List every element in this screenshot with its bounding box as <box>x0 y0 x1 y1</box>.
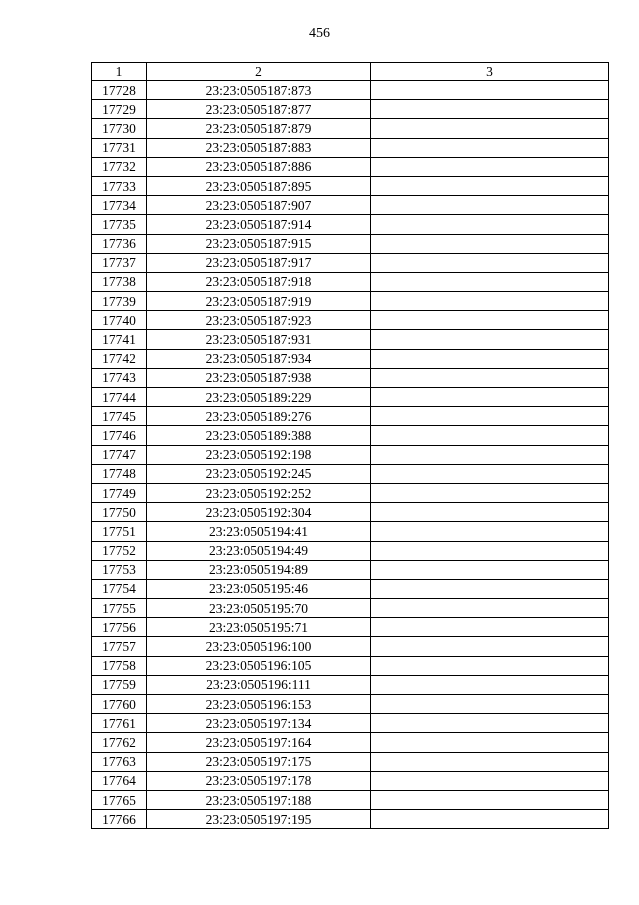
note-cell <box>371 483 609 502</box>
note-cell <box>371 253 609 272</box>
table-row <box>92 215 609 234</box>
cadastral-number-cell: 23:23:0505187:895 <box>147 176 371 195</box>
table-row <box>92 503 609 522</box>
table-row <box>92 790 609 809</box>
cadastral-number-cell: 23:23:0505187:883 <box>147 138 371 157</box>
row-number-cell: 17761 <box>92 714 147 733</box>
row-number-cell: 17752 <box>92 541 147 560</box>
cadastral-number-cell: 23:23:0505195:70 <box>147 599 371 618</box>
table-row <box>92 138 609 157</box>
row-number-cell: 17749 <box>92 483 147 502</box>
note-cell <box>371 215 609 234</box>
row-number-cell: 17765 <box>92 790 147 809</box>
table-row <box>92 637 609 656</box>
cadastral-number-cell: 23:23:0505196:153 <box>147 695 371 714</box>
row-number-cell: 17734 <box>92 196 147 215</box>
cadastral-number-cell: 23:23:0505187:931 <box>147 330 371 349</box>
cadastral-number-cell: 23:23:0505197:188 <box>147 790 371 809</box>
table-row <box>92 618 609 637</box>
table-row <box>92 272 609 291</box>
table-row <box>92 714 609 733</box>
cadastral-number-cell: 23:23:0505195:71 <box>147 618 371 637</box>
table-row <box>92 176 609 195</box>
table-row <box>92 522 609 541</box>
table-row <box>92 541 609 560</box>
row-number-cell: 17764 <box>92 771 147 790</box>
table-body <box>92 81 609 829</box>
row-number-cell: 17745 <box>92 407 147 426</box>
row-number-cell: 17753 <box>92 560 147 579</box>
cadastral-number-cell: 23:23:0505187:934 <box>147 349 371 368</box>
cadastral-number-cell: 23:23:0505187:923 <box>147 311 371 330</box>
table-row <box>92 810 609 829</box>
table-row <box>92 349 609 368</box>
note-cell <box>371 368 609 387</box>
row-number-cell: 17759 <box>92 675 147 694</box>
note-cell <box>371 675 609 694</box>
cadastral-number-cell: 23:23:0505194:89 <box>147 560 371 579</box>
row-number-cell: 17746 <box>92 426 147 445</box>
row-number-cell: 17756 <box>92 618 147 637</box>
row-number-cell: 17733 <box>92 176 147 195</box>
table-row <box>92 311 609 330</box>
table-row <box>92 752 609 771</box>
page-number: 456 <box>309 26 330 41</box>
note-cell <box>371 695 609 714</box>
note-cell <box>371 81 609 100</box>
note-cell <box>371 234 609 253</box>
note-cell <box>371 196 609 215</box>
row-number-cell: 17757 <box>92 637 147 656</box>
row-number-cell: 17731 <box>92 138 147 157</box>
note-cell <box>371 541 609 560</box>
row-number-cell: 17750 <box>92 503 147 522</box>
row-number-cell: 17729 <box>92 100 147 119</box>
column-header-3: 3 <box>371 63 609 81</box>
note-cell <box>371 714 609 733</box>
row-number-cell: 17760 <box>92 695 147 714</box>
note-cell <box>371 464 609 483</box>
cadastral-number-cell: 23:23:0505187:914 <box>147 215 371 234</box>
row-number-cell: 17743 <box>92 368 147 387</box>
table-row <box>92 330 609 349</box>
cadastral-number-cell: 23:23:0505194:41 <box>147 522 371 541</box>
table-row <box>92 368 609 387</box>
row-number-cell: 17754 <box>92 579 147 598</box>
row-number-cell: 17738 <box>92 272 147 291</box>
note-cell <box>371 349 609 368</box>
note-cell <box>371 503 609 522</box>
cadastral-number-cell: 23:23:0505189:229 <box>147 388 371 407</box>
note-cell <box>371 560 609 579</box>
cadastral-number-cell: 23:23:0505196:111 <box>147 675 371 694</box>
table-row <box>92 253 609 272</box>
table-row <box>92 560 609 579</box>
note-cell <box>371 445 609 464</box>
cadastral-number-cell: 23:23:0505187:918 <box>147 272 371 291</box>
cadastral-number-cell: 23:23:0505196:105 <box>147 656 371 675</box>
row-number-cell: 17735 <box>92 215 147 234</box>
row-number-cell: 17736 <box>92 234 147 253</box>
row-number-cell: 17742 <box>92 349 147 368</box>
table-row <box>92 656 609 675</box>
note-cell <box>371 138 609 157</box>
table-row <box>92 695 609 714</box>
cadastral-number-cell: 23:23:0505197:164 <box>147 733 371 752</box>
table-row <box>92 733 609 752</box>
note-cell <box>371 176 609 195</box>
table-row <box>92 196 609 215</box>
row-number-cell: 17730 <box>92 119 147 138</box>
row-number-cell: 17763 <box>92 752 147 771</box>
cadastral-number-cell: 23:23:0505197:178 <box>147 771 371 790</box>
note-cell <box>371 330 609 349</box>
note-cell <box>371 157 609 176</box>
table-row <box>92 119 609 138</box>
table-row <box>92 675 609 694</box>
note-cell <box>371 618 609 637</box>
table-row <box>92 599 609 618</box>
table-header <box>92 63 609 81</box>
table-row <box>92 771 609 790</box>
note-cell <box>371 790 609 809</box>
cadastral-number-cell: 23:23:0505197:134 <box>147 714 371 733</box>
cadastral-number-cell: 23:23:0505187:938 <box>147 368 371 387</box>
table-row <box>92 157 609 176</box>
cadastral-number-cell: 23:23:0505187:917 <box>147 253 371 272</box>
row-number-cell: 17747 <box>92 445 147 464</box>
cadastral-number-cell: 23:23:0505189:388 <box>147 426 371 445</box>
note-cell <box>371 426 609 445</box>
column-header-2: 2 <box>147 63 371 81</box>
note-cell <box>371 311 609 330</box>
cadastral-number-cell: 23:23:0505187:886 <box>147 157 371 176</box>
cadastral-number-cell: 23:23:0505187:877 <box>147 100 371 119</box>
cadastral-number-cell: 23:23:0505196:100 <box>147 637 371 656</box>
table-row <box>92 464 609 483</box>
row-number-cell: 17737 <box>92 253 147 272</box>
table-row <box>92 445 609 464</box>
table-row <box>92 388 609 407</box>
cadastral-number-cell: 23:23:0505192:252 <box>147 483 371 502</box>
cadastral-number-cell: 23:23:0505192:198 <box>147 445 371 464</box>
note-cell <box>371 292 609 311</box>
row-number-cell: 17751 <box>92 522 147 541</box>
column-header-1: 1 <box>92 63 147 81</box>
cadastral-number-cell: 23:23:0505197:175 <box>147 752 371 771</box>
cadastral-number-cell: 23:23:0505192:245 <box>147 464 371 483</box>
note-cell <box>371 656 609 675</box>
note-cell <box>371 272 609 291</box>
row-number-cell: 17732 <box>92 157 147 176</box>
cadastral-number-cell: 23:23:0505189:276 <box>147 407 371 426</box>
cadastral-number-cell: 23:23:0505195:46 <box>147 579 371 598</box>
note-cell <box>371 522 609 541</box>
table-row <box>92 407 609 426</box>
cadastral-number-cell: 23:23:0505187:919 <box>147 292 371 311</box>
note-cell <box>371 119 609 138</box>
row-number-cell: 17741 <box>92 330 147 349</box>
row-number-cell: 17766 <box>92 810 147 829</box>
table-row <box>92 234 609 253</box>
table-row <box>92 292 609 311</box>
table-row <box>92 81 609 100</box>
note-cell <box>371 637 609 656</box>
cadastral-number-cell: 23:23:0505187:907 <box>147 196 371 215</box>
table-row <box>92 579 609 598</box>
header-row <box>92 63 609 81</box>
note-cell <box>371 752 609 771</box>
row-number-cell: 17755 <box>92 599 147 618</box>
row-number-cell: 17762 <box>92 733 147 752</box>
note-cell <box>371 100 609 119</box>
cadastral-number-cell: 23:23:0505187:873 <box>147 81 371 100</box>
cadastral-number-cell: 23:23:0505187:879 <box>147 119 371 138</box>
row-number-cell: 17748 <box>92 464 147 483</box>
table-row <box>92 483 609 502</box>
note-cell <box>371 810 609 829</box>
note-cell <box>371 407 609 426</box>
row-number-cell: 17739 <box>92 292 147 311</box>
row-number-cell: 17744 <box>92 388 147 407</box>
note-cell <box>371 599 609 618</box>
note-cell <box>371 579 609 598</box>
cadastral-number-cell: 23:23:0505197:195 <box>147 810 371 829</box>
row-number-cell: 17728 <box>92 81 147 100</box>
registry-table <box>91 62 609 829</box>
row-number-cell: 17758 <box>92 656 147 675</box>
table-row <box>92 100 609 119</box>
row-number-cell: 17740 <box>92 311 147 330</box>
table-row <box>92 426 609 445</box>
note-cell <box>371 733 609 752</box>
note-cell <box>371 388 609 407</box>
cadastral-number-cell: 23:23:0505187:915 <box>147 234 371 253</box>
cadastral-number-cell: 23:23:0505192:304 <box>147 503 371 522</box>
cadastral-number-cell: 23:23:0505194:49 <box>147 541 371 560</box>
note-cell <box>371 771 609 790</box>
